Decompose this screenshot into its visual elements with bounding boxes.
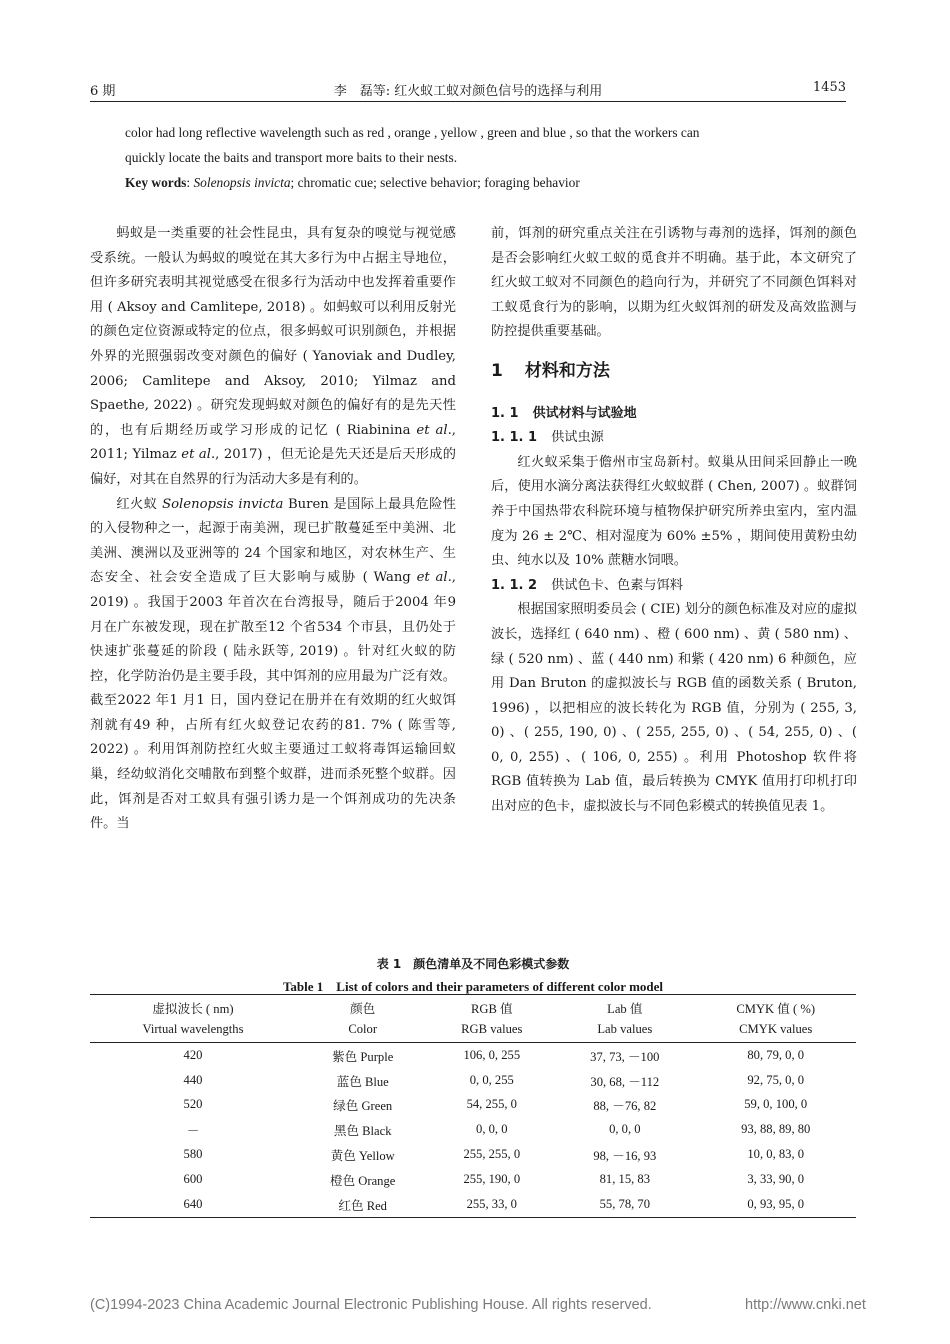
paragraph-fire-ant: 红火蚁 Solenopsis invicta Buren 是国际上最具危险性的入侵物种之一，起源于南美洲，现已扩散蔓延至中美洲、北美洲、澳洲以及亚洲等的 24 个国家和地区，对农林生产、生态安全、社会安全造成了巨大影响与威胁 ( Wang et al., 2019) 。我国于2003 年首次在台湾报导，随后于2004 年9 月在广东被发现，现在扩散至12 个省534 个市县，且仍处于快速扩张蔓延的阶段 ( 陆永跃等, 2019) 。针对红火蚁的防控，化学防治仍是主要手段，其中饵剂的应用最为广泛有效。截至2022 年1 月1 日，国内登记在册并在有效期的红火蚁饵剂就有49 种，占所有红火蚁登记农药的81. 7% ( 陈雪等, 2022) 。利用饵剂防控红火蚁主要通过工蚁将毒饵运输回蚁巢，经幼蚁消化交哺散布到整个蚁群，进而杀死整个蚁群。因此，饵剂是否对工蚁具有强引诱力是一个饵剂成功的先决条件。当 bbox=[90, 496, 456, 832]
table-row: 640 红色 Red 255, 33, 0 55, 78, 70 0, 93, 95, 0 bbox=[90, 1192, 856, 1217]
col-header: Lab 值 Lab values bbox=[597, 1002, 653, 1036]
abstract-tail bbox=[125, 120, 825, 195]
keywords-label: Key words bbox=[125, 175, 187, 190]
table-caption-en: Table 1 List of colors and their parameters of different color model bbox=[282, 979, 664, 994]
table-header-row bbox=[90, 995, 856, 1043]
right-column bbox=[491, 222, 857, 820]
keyword-species: Solenopsis invicta bbox=[193, 175, 291, 190]
table-caption-cn: 表 1 颜色清单及不同色彩模式参数 bbox=[376, 957, 570, 971]
col-header: CMYK 值 ( %) CMYK values bbox=[736, 1002, 816, 1036]
issue-number: 6 期 bbox=[90, 84, 116, 99]
table-row: 580 黄色 Yellow 255, 255, 0 98, －16, 93 10, 0, 83, 0 bbox=[183, 1147, 805, 1164]
paragraph-insects: 红火蚁采集于儋州市宝岛新村。蚁巢从田间采回静止一晚后，使用水滴分离法获得红火蚁蚁群 ( Chen, 2007) 。蚁群饲养于中国热带农科院环境与植物保护研究所养虫室内，室内温度为 26 ± 2℃、相对湿度为 60% ±5% ，期间使用黄粉虫幼虫、纯水以及 10% 蔗糖水饲喂。 bbox=[491, 454, 857, 569]
subsubsection-heading: 1. 1. 2 供试色卡、色素与饵料 bbox=[491, 577, 683, 593]
table-row: 440 蓝色 Blue 0, 0, 255 30, 68, －112 92, 75, 0, 0 bbox=[183, 1072, 805, 1089]
col-header: 虚拟波长 ( nm) Virtual wavelengths bbox=[142, 1002, 244, 1036]
table-row: 420 紫色 Purple 106, 0, 255 37, 73, －100 80, 79, 0, 0 bbox=[183, 1047, 805, 1064]
footer-url[interactable]: http://www.cnki.net bbox=[745, 1297, 866, 1313]
page-number: 1453 bbox=[812, 80, 846, 95]
paragraph-continued: 前，饵剂的研究重点关注在引诱物与毒剂的选择，饵剂的颜色是否会影响红火蚁工蚁的觅食并不明确。基于此，本文研究了红火蚁工蚁对不同颜色的趋向行为，并研究了不同颜色饵料对工蚁觅食行为的影响，以期为红火蚁饵剂的研发及高效监测与防控提供重要基础。 bbox=[491, 226, 857, 340]
left-column bbox=[90, 222, 456, 837]
abstract-line: quickly locate the baits and transport more baits to their nests. bbox=[125, 150, 458, 165]
keyword-list: ; chromatic cue; selective behavior; foraging behavior bbox=[290, 175, 580, 190]
color-table bbox=[90, 994, 856, 1218]
paragraph-colors: 根据国家照明委员会 ( CIE) 划分的颜色标准及对应的虚拟波长，选择红 ( 640 nm) 、橙 ( 600 nm) 、黄 ( 580 nm) 、绿 ( 520 nm) 、蓝 ( 440 nm) 和紫 ( 420 nm) 6 种颜色，应用 Dan Bruton 的虚拟波长与 RGB 值的函数关系 ( Bruton, 1996) ，以把相应的波长转化为 RGB 值，分别为 ( 255, 3, 0) 、( 255, 190, 0) 、( 255, 255, 0) 、( 54, 255, 0) 、( 0, 0, 255) 、( 106, 0, 255) 。利用 Photoshop 软件将 RGB 值转换为 Lab 值，最后转换为 CMYK 值用打印机打印出对应的色卡，虚拟波长与不同色彩模式的转换值见表 1。 bbox=[491, 602, 857, 815]
copyright-notice: (C)1994-2023 China Academic Journal Electronic Publishing House. All rights reserved. bbox=[90, 1297, 652, 1313]
section-heading: 1 材料和方法 bbox=[491, 360, 610, 381]
col-header: RGB 值 RGB values bbox=[461, 1002, 523, 1036]
keywords: Key words: Solenopsis invicta; chromatic cue; selective behavior; foraging behavior bbox=[125, 175, 580, 190]
table-row: 520 绿色 Green 54, 255, 0 88, －76, 82 59, 0, 100, 0 bbox=[183, 1097, 808, 1114]
abstract-line: color had long reflective wavelength such as red , orange , yellow , green and blue , so that the workers can bbox=[125, 125, 700, 140]
paragraph-intro: 蚂蚁是一类重要的社会性昆虫，具有复杂的嗅觉与视觉感受系统。一般认为蚂蚁的嗅觉在其大多行为中占据主导地位，但许多研究表明其视觉感受在很多行为活动中也发挥着重要作用 ( Aksoy and Camlitepe, 2018) 。如蚂蚁可以利用反射光的颜色定位资源或特定的位点，很多蚂蚁可识别颜色，并根据外界的光照强弱改变对颜色的偏好 ( Yanoviak and Dudley, 2006; Camlitepe and Aksoy, 2010; Yilmaz and Spaethe, 2022) 。研究发现蚂蚁对颜色的偏好有的是先天性的，也有后期经历或学习形成的记忆 ( Riabinina et al., 2011; Yilmaz et al., 2017) ，但无论是先天还是后天形成的偏好，对其在自然界的行为活动大多是有利的。 bbox=[90, 226, 456, 487]
subsubsection-heading: 1. 1. 1 供试虫源 bbox=[491, 430, 604, 446]
running-title: 李 磊等: 红火蚁工蚁对颜色信号的选择与利用 bbox=[333, 84, 603, 99]
header-rule bbox=[90, 101, 846, 102]
footer bbox=[90, 1297, 866, 1313]
running-header bbox=[90, 80, 846, 102]
col-header: 颜色 Color bbox=[348, 1002, 378, 1036]
table-row: － 黑色 Black 0, 0, 0 0, 0, 0 93, 88, 89, 80 bbox=[186, 1122, 811, 1139]
table-row: 600 橙色 Orange 255, 190, 0 81, 15, 83 3, 33, 90, 0 bbox=[183, 1171, 805, 1188]
subsection-heading: 1. 1 供试材料与试验地 bbox=[491, 405, 637, 421]
